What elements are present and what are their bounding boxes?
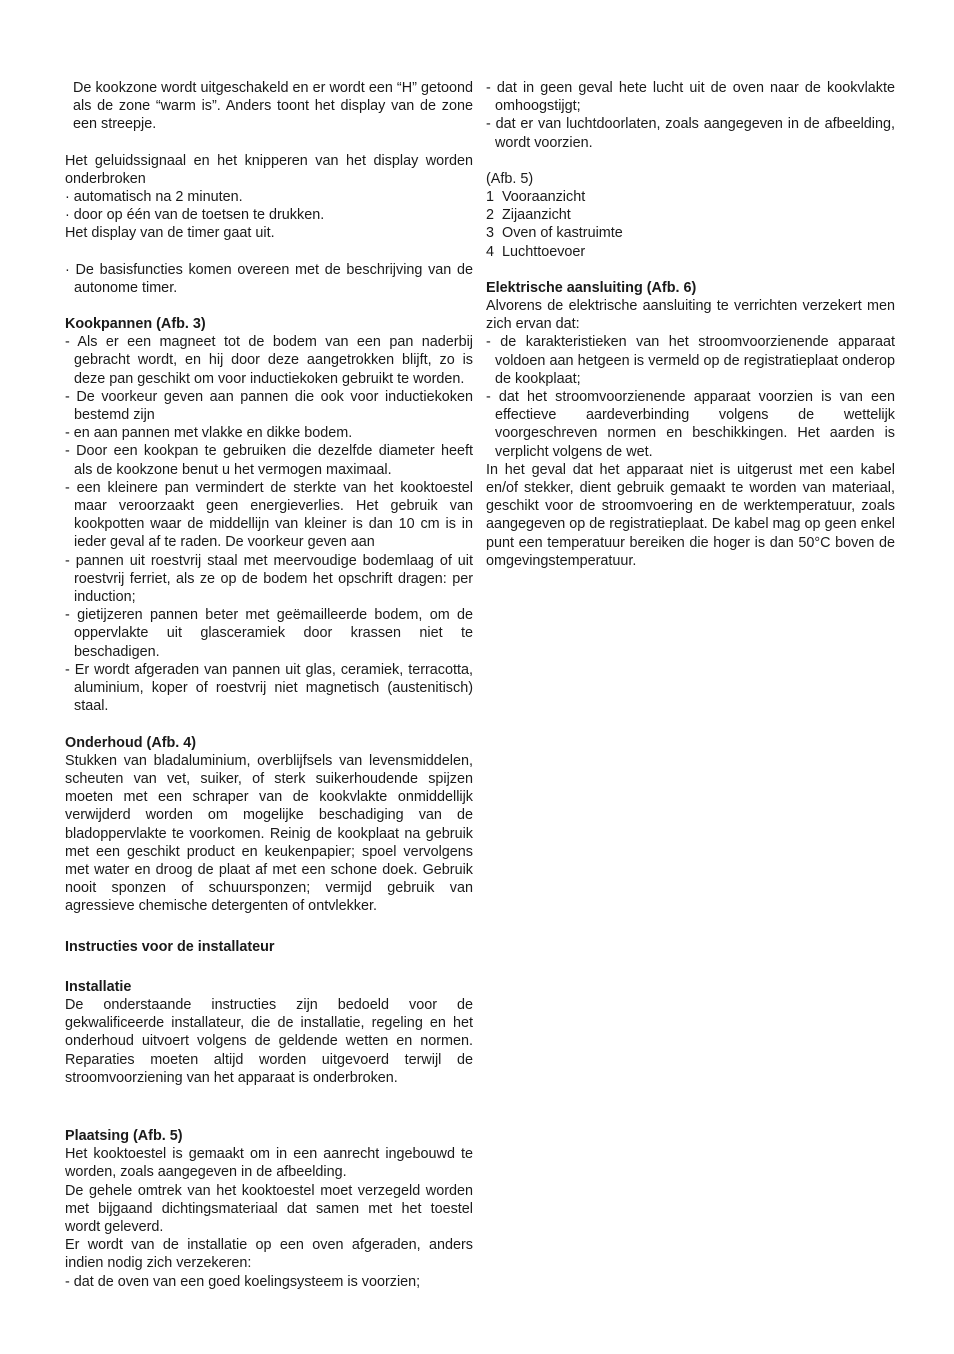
- figure-legend-item: 2 Zijaanzicht: [486, 207, 571, 224]
- electrical-list-item: - de karakteristieken van het stroomvoorzienende apparaat voldoen aan hetgeen is vermeld op de registratieplaat onderop de kookplaat;: [486, 334, 895, 387]
- electrical-intro: Alvorens de elektrische aansluiting te verrichten verzekert men zich ervan dat:: [486, 298, 895, 333]
- signal-paragraph: Het geluidssignaal en het knipperen van het display worden onderbroken: [65, 152, 473, 187]
- maintenance-heading: Onderhoud (Afb. 4): [65, 734, 197, 751]
- placement-paragraph: Er wordt van de installatie op een oven afgeraden, anders indien nodig zich verzekeren:: [65, 1237, 473, 1272]
- placement-paragraph: Het kooktoestel is gemaakt om in een aanrecht ingebouwd te worden, zoals aangegeven in de afbeelding.: [65, 1146, 473, 1181]
- cable-paragraph: In het geval dat het apparaat niet is uitgerust met een kabel en/of stekker, dient gebruik gemaakt te worden van materiaal, geschikt voor de stroomvoering en de werktemperatuur, zoals aangegeven op de registratieplaat. De kabel mag op geen enkel punt een temperatuur bereiken die hoger is dan 50°C boven de omgevingstemperatuur.: [486, 461, 895, 569]
- oven-list-item: - dat in geen geval hete lucht uit de oven naar de kookvlakte omhoogstijgt;: [486, 80, 895, 115]
- pans-list-item: - De voorkeur geven aan pannen die ook voor inductiekoken bestemd zijn: [65, 388, 473, 424]
- electrical-heading: Elektrische aansluiting (Afb. 6): [486, 279, 697, 296]
- installation-heading: Installatie: [65, 978, 132, 995]
- installation-paragraph: De onderstaande instructies zijn bedoeld voor de gekwalificeerde installateur, die de installatie, regeling en het onderhoud uitvoert volgens de geldende wetten en normen. Reparaties moeten altijd worden uitgevoerd terwijl de stroomvoorziening van het apparaat is onderbroken.: [65, 996, 473, 1086]
- pans-list-item: - en aan pannen met vlakke en dikke bodem.: [65, 425, 353, 442]
- pans-list-item: - Als er een magneet tot de bodem van een pan naderbij gebracht wordt, en hij door deze aangetrokken blijft, zo is deze pan geschikt om voor inductiekoken gebruikt te worden.: [65, 334, 473, 387]
- placement-list-item: - dat de oven van een goed koelingsysteem is voorzien;: [65, 1273, 421, 1290]
- figure-legend-item: 1 Vooraanzicht: [486, 189, 586, 206]
- pans-list-item: - een kleinere pan vermindert de sterkte van het kooktoestel maar veroorzaakt geen energieverlies. Het gebruik van kookpotten waar de middellijn van kleiner is dan 10 cm is in ieder geval af te raden. De voorkeur geven aan: [65, 479, 473, 551]
- placement-paragraph: De gehele omtrek van het kooktoestel moet verzegeld worden met bijgaand dichtingsmateriaal dat samen met het toestel wordt geleverd.: [65, 1182, 473, 1235]
- figure-legend-item: 3 Oven of kastruimte: [486, 225, 623, 242]
- electrical-list-item: - dat het stroomvoorzienende apparaat voorzien is van een effectieve aardeverbinding volgens de wettelijk voorgeschreven normen en beschikkingen. Het aarden is verplicht volgens de wet.: [486, 389, 895, 460]
- right-column: [486, 79, 895, 570]
- installer-heading: Instructies voor de installateur: [65, 938, 275, 955]
- pans-list-item: - Door een kookpan te gebruiken die dezelfde diameter heeft als de kookzone benut u het vermogen maximaal.: [65, 443, 473, 478]
- display-off-paragraph: De kookzone wordt uitgeschakeld en er wordt een “H” getoond als de zone “warm is”. Anders toont het display van de zone een streepje.: [73, 80, 473, 133]
- pans-list-item: - Er wordt afgeraden van pannen uit glas, ceramiek, terracotta, aluminium, koper of roestvrij niet magnetisch (austenitisch) staal.: [65, 661, 473, 715]
- oven-list-item: - dat er van luchtdoorlaten, zoals aangegeven in de afbeelding, wordt voorzien.: [486, 116, 895, 151]
- placement-heading: Plaatsing (Afb. 5): [65, 1127, 183, 1144]
- figure-legend-item: 4 Luchttoevoer: [486, 243, 586, 260]
- pans-list-item: - gietijzeren pannen beter met geëmailleerde bodem, om de oppervlakte uit glasceramiek door krassen niet te beschadigen.: [65, 607, 473, 660]
- signal-item: · automatisch na 2 minuten.: [65, 189, 243, 206]
- signal-item: · door op één van de toetsen te drukken.: [65, 207, 325, 224]
- basic-functions-text: · De basisfuncties komen overeen met de beschrijving van de autonome timer.: [65, 261, 473, 296]
- pans-heading: Kookpannen (Afb. 3): [65, 316, 206, 333]
- left-column: [65, 79, 473, 1291]
- figure-reference: (Afb. 5): [486, 170, 534, 187]
- pans-list-item: - pannen uit roestvrij staal met meervoudige bodemlaag of uit roestvrij ferriet, als ze op de bodem het opschrift dragen: per induction;: [65, 552, 473, 606]
- timer-off-text: Het display van de timer gaat uit.: [65, 225, 275, 242]
- maintenance-paragraph: Stukken van bladaluminium, overblijfsels van levensmiddelen, scheuten van vet, suiker, of sterk suikerhoudende spijzen moeten met een schraper van de kookvlakte onmiddellijk verwijderd worden om mogelijke beschadiging van de bladoppervlakte te voorkomen. Reinig de kookplaat na gebruik met een geschikt product en keukenpapier; spoel vervolgens met water en droog de plaat af met een schone doek. Gebruik nooit sponzen of schuursponzen; vermijd gebruik van agressieve chemische detergenten of ontvlekker.: [65, 752, 473, 915]
